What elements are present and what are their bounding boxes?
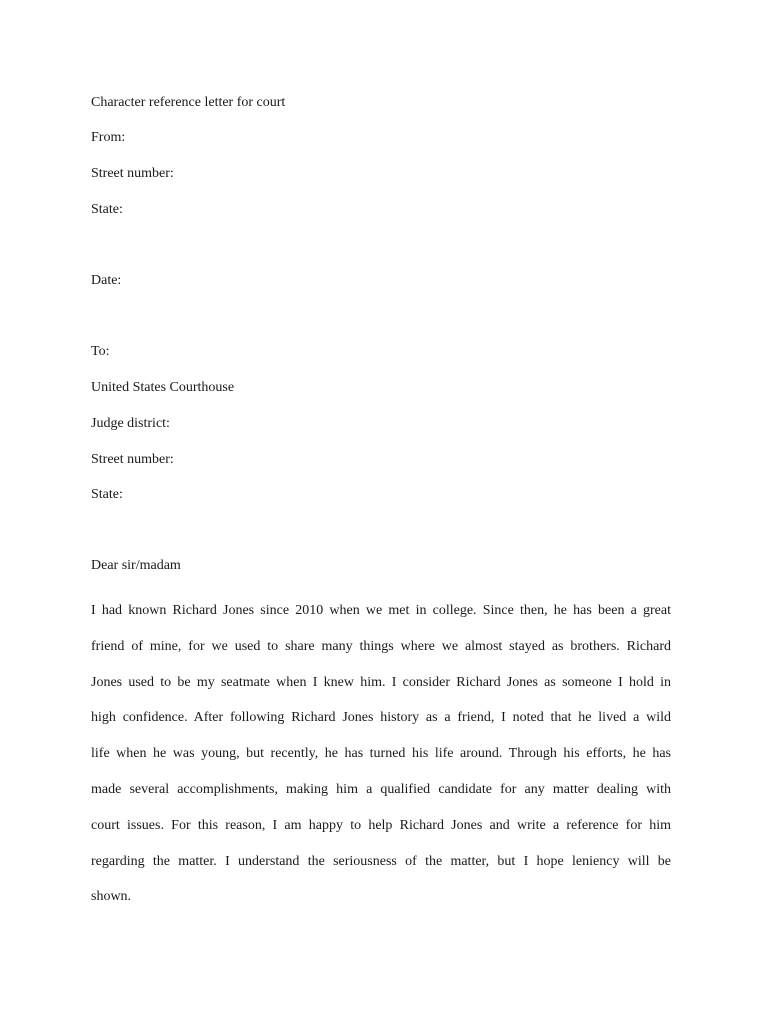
salutation: Dear sir/madam	[91, 558, 181, 573]
letter-body	[91, 593, 671, 915]
body-line: regarding the matter. I understand the seriousness of the matter, but I hope leniency will be	[91, 853, 671, 869]
recipient-state-label: State:	[91, 487, 123, 502]
recipient-street-label: Street number:	[91, 452, 174, 467]
body-line: court issues. For this reason, I am happy to help Richard Jones and write a reference for him	[91, 817, 671, 833]
sender-state-label: State:	[91, 202, 123, 217]
recipient-district-label: Judge district:	[91, 416, 170, 431]
body-line: made several accomplishments, making him a qualified candidate for any matter dealing with	[91, 781, 671, 797]
body-line: friend of mine, for we used to share many things where we almost stayed as brothers. Richard	[91, 638, 671, 654]
body-line: I had known Richard Jones since 2010 when we met in college. Since then, he has been a great	[91, 603, 671, 618]
sender-street-label: Street number:	[91, 166, 174, 181]
sender-from-label: From:	[91, 130, 126, 145]
body-line: Jones used to be my seatmate when I knew him. I consider Richard Jones as someone I hold in	[91, 674, 671, 690]
body-line: high confidence. After following Richard Jones history as a friend, I noted that he lived a wild	[91, 710, 671, 726]
document-title: Character reference letter for court	[91, 95, 286, 110]
recipient-to-label: To:	[91, 344, 110, 359]
body-line: shown.	[91, 889, 132, 905]
recipient-name: United States Courthouse	[91, 380, 235, 395]
date-label: Date:	[91, 273, 122, 288]
body-line: life when he was young, but recently, he has turned his life around. Through his efforts, he has	[91, 746, 671, 762]
